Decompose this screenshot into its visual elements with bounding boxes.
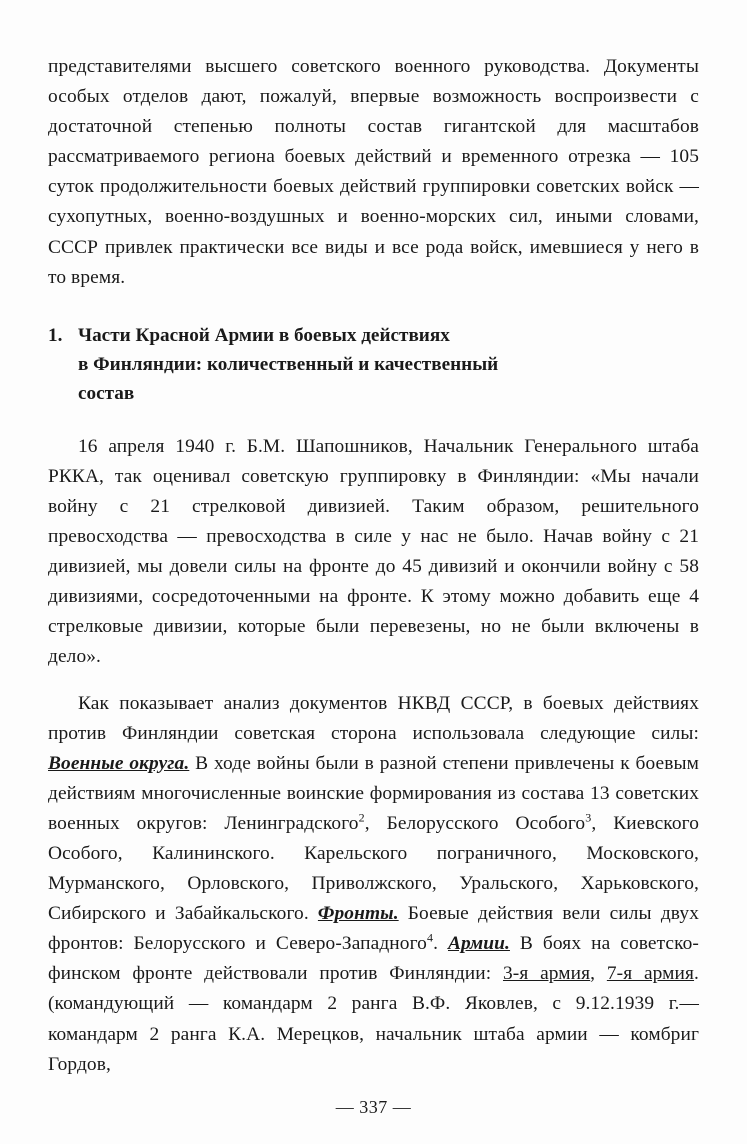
emphasis-fronts: Фронты.: [317, 903, 399, 925]
emphasis-armies: Армии.: [447, 933, 510, 955]
footnote-marker-4: 4: [426, 930, 434, 945]
text-run-6: .: [433, 933, 448, 955]
page-number: — 337 —: [335, 1097, 412, 1117]
text-run-3: , Белорусского Особого: [364, 812, 586, 834]
section-heading: [48, 321, 699, 408]
section-number: 1.: [48, 324, 63, 346]
text-run-2: В ходе войны были в разной степени привлечены к боевым действиям многочисленные воинские формирования из состава 13 советских военных округов: Ленинградского: [48, 752, 699, 834]
underline-third-army: 3-я армия: [502, 963, 591, 985]
text-run-4: , Киевского Особого, Калининского. Карельского пограничного, Московского, Мурманского, Орловского, Приволжского, Уральского, Харьковского, Сибирского и Забайкальского.: [48, 812, 699, 925]
emphasis-military-districts: Военные округа.: [48, 752, 190, 774]
paragraph-intro: представителями высшего советского военного руководства. Документы особых отделов дают, пожалуй, впервые возможность воспроизвести с достаточной степенью полноты состав гигантской для масштабов рассматриваемого региона боевых действий и временного отрезка — 105 суток продолжительности боевых действий группировки советских войск — сухопутных, военно-воздушных и военно-морских сил, иными словами, СССР привлек практически все виды и все рода войск, имевшиеся у него в то время.: [48, 56, 699, 288]
footnote-marker-3: 3: [585, 810, 592, 825]
paragraph-shaposhnikov: 16 апреля 1940 г. Б.М. Шапошников, Начальник Генерального штаба РККА, так оценивал советскую группировку в Финляндии: «Мы начали войну с 21 стрелковой дивизией. Таким образом, решительного превосходства — превосходства в силе у нас не было. Начав войну с 21 дивизией, мы довели силы на фронте до 45 дивизий и окончили войну с 58 дивизиями, сосредоточенными на фронте. К этому можно добавить еще 4 стрелковые дивизии, которые были перевезены, но не были включены в дело».: [48, 435, 699, 668]
section-title: [78, 321, 699, 408]
text-run-1: Как показывает анализ документов НКВД СССР, в боевых действиях против Финляндии советская сторона использовала следующие силы:: [48, 692, 699, 744]
text-run-9: . (командующий — командарм 2 ранга В.Ф. Яковлев, с 9.12.1939 г.— командарм 2 ранга К.А. Мерецков, начальник штаба армии — комбриг Гордов,: [48, 963, 699, 1075]
text-run-5: Боевые действия вели силы двух фронтов: Белорусского и Северо-Западного: [48, 903, 699, 955]
section-title-line-3: состав: [78, 382, 135, 404]
text-run-7: В боях на советско-финском фронте действовали против Финляндии:: [48, 933, 699, 985]
section-title-line-1: Части Красной Армии в боевых действиях: [78, 324, 450, 346]
footnote-marker-2: 2: [358, 810, 365, 825]
underline-seventh-army: 7-я армия: [606, 963, 695, 985]
text-run-8: ,: [590, 963, 607, 985]
section-title-line-2: в Финляндии: количественный и качественный: [78, 353, 499, 375]
paragraph-nkvd-forces: [48, 689, 699, 1080]
